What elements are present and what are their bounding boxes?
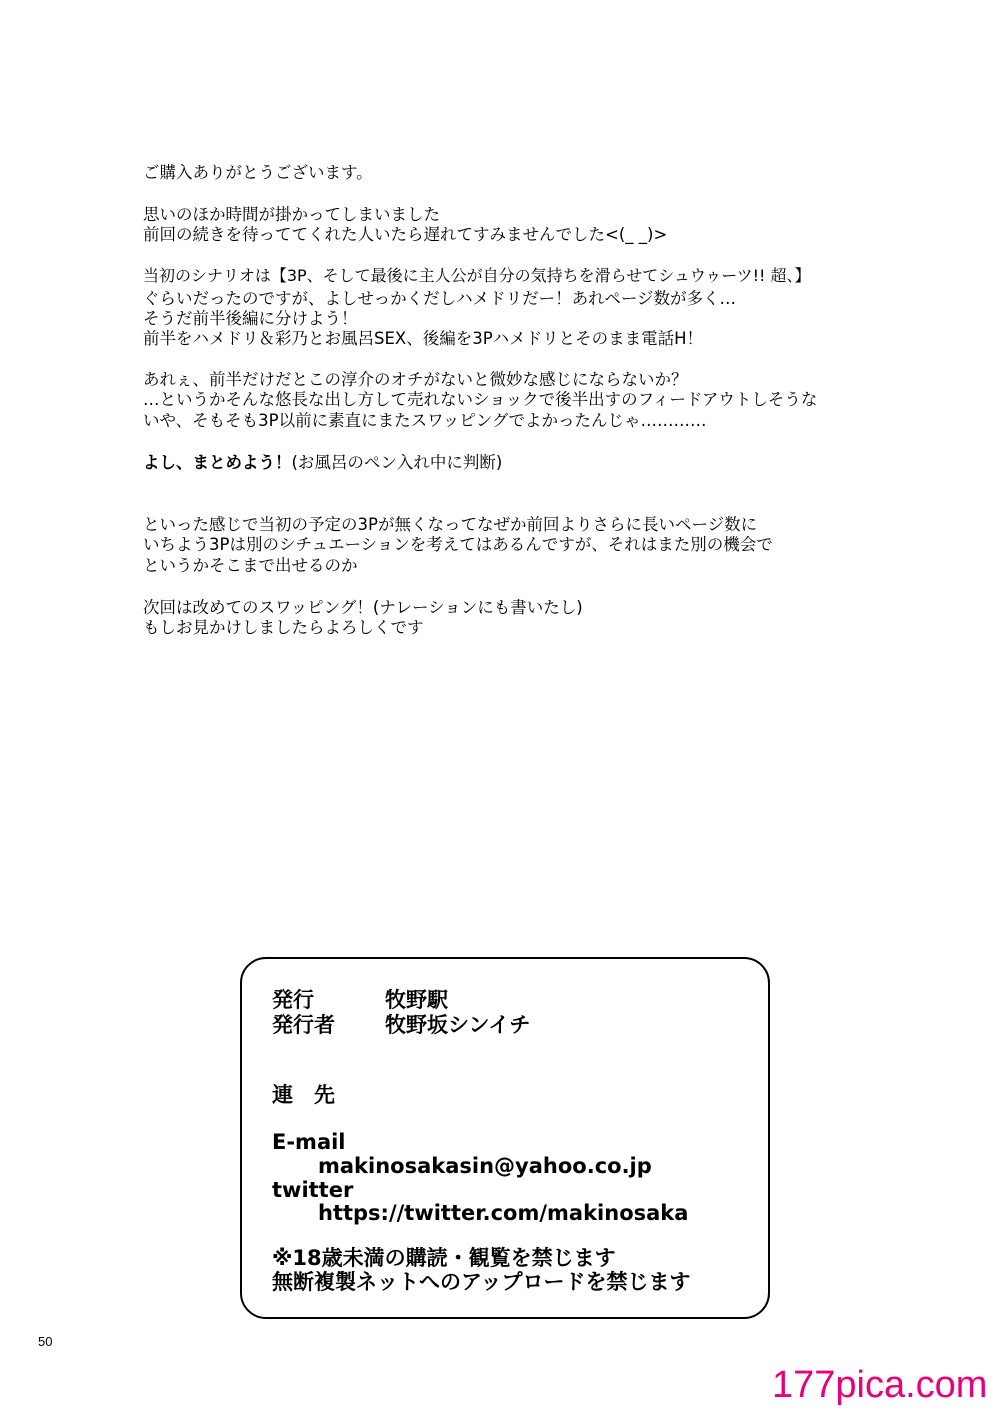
email-label: E-mail <box>272 1130 346 1154</box>
afterword-line: 次回は改めてのスワッピング！(ナレーションにも書いたし) <box>143 598 583 617</box>
afterword-line: 前回の続きを待っててくれた人いたら遅れてすみませんでした<(_ _)> <box>143 225 668 244</box>
afterword-line: もしお見かけしましたらよろしくです <box>143 618 424 637</box>
afterword-line: ぐらいだったのですが、よしせっかくだしハメドリだー！あれページ数が多く… <box>143 289 737 308</box>
afterword-emphasis: よし、まとめよう！ <box>143 453 292 472</box>
afterword-line: 前半をハメドリ＆彩乃とお風呂SEX、後編を3Pハメドリとそのまま電話H！ <box>143 329 704 348</box>
afterword-line: といった感じで当初の予定の3Pが無くなってなぜか前回よりさらに長いページ数に <box>143 515 758 534</box>
afterword-line: 思いのほか時間が掛かってしまいました <box>143 205 440 224</box>
afterword-line: …というかそんな悠長な出し方して売れないショックで後半出すのフィードアウトしそうな <box>143 390 818 409</box>
author-label: 発行者 <box>272 1013 335 1037</box>
afterword-line: というかそこまで出せるのか <box>143 556 358 575</box>
afterword-decision-line <box>143 453 502 473</box>
twitter-label: twitter <box>272 1178 354 1202</box>
afterword-line: いや、そもそも3P以前に素直にまたスワッピングでよかったんじゃ………… <box>143 411 707 430</box>
age-restriction-notice: ※18歳未満の購読・観覧を禁じます <box>272 1246 616 1270</box>
author-name: 牧野坂シンイチ <box>385 1013 531 1037</box>
twitter-url: https://twitter.com/makinosaka <box>318 1201 689 1225</box>
contact-label: 連 先 <box>272 1083 335 1107</box>
afterword-line: そうだ前半後編に分けよう！ <box>143 309 358 328</box>
afterword-aside: (お風呂のペン入れ中に判断) <box>291 453 503 472</box>
afterword-line: あれぇ、前半だけだとこの淳介のオチがないと微妙な感じにならないか？ <box>143 370 688 389</box>
afterword-line: 当初のシナリオは【3P、そして最後に主人公が自分の気持ちを滑らせてシュウゥーツ!! 超、】 <box>143 266 811 285</box>
email-address: makinosakasin@yahoo.co.jp <box>318 1154 652 1178</box>
page-number: 50 <box>38 1334 53 1349</box>
watermark-text: 177pica.com <box>772 1364 988 1406</box>
afterword-line: いちよう3Pは別のシチュエーションを考えてはあるんですが、それはまた別の機会で <box>143 535 773 554</box>
copy-restriction-notice: 無断複製ネットへのアップロードを禁じます <box>272 1270 691 1294</box>
publisher-label: 発行 <box>272 988 314 1012</box>
afterword-line: ご購入ありがとうございます。 <box>143 163 373 182</box>
publisher-name: 牧野駅 <box>385 988 448 1012</box>
